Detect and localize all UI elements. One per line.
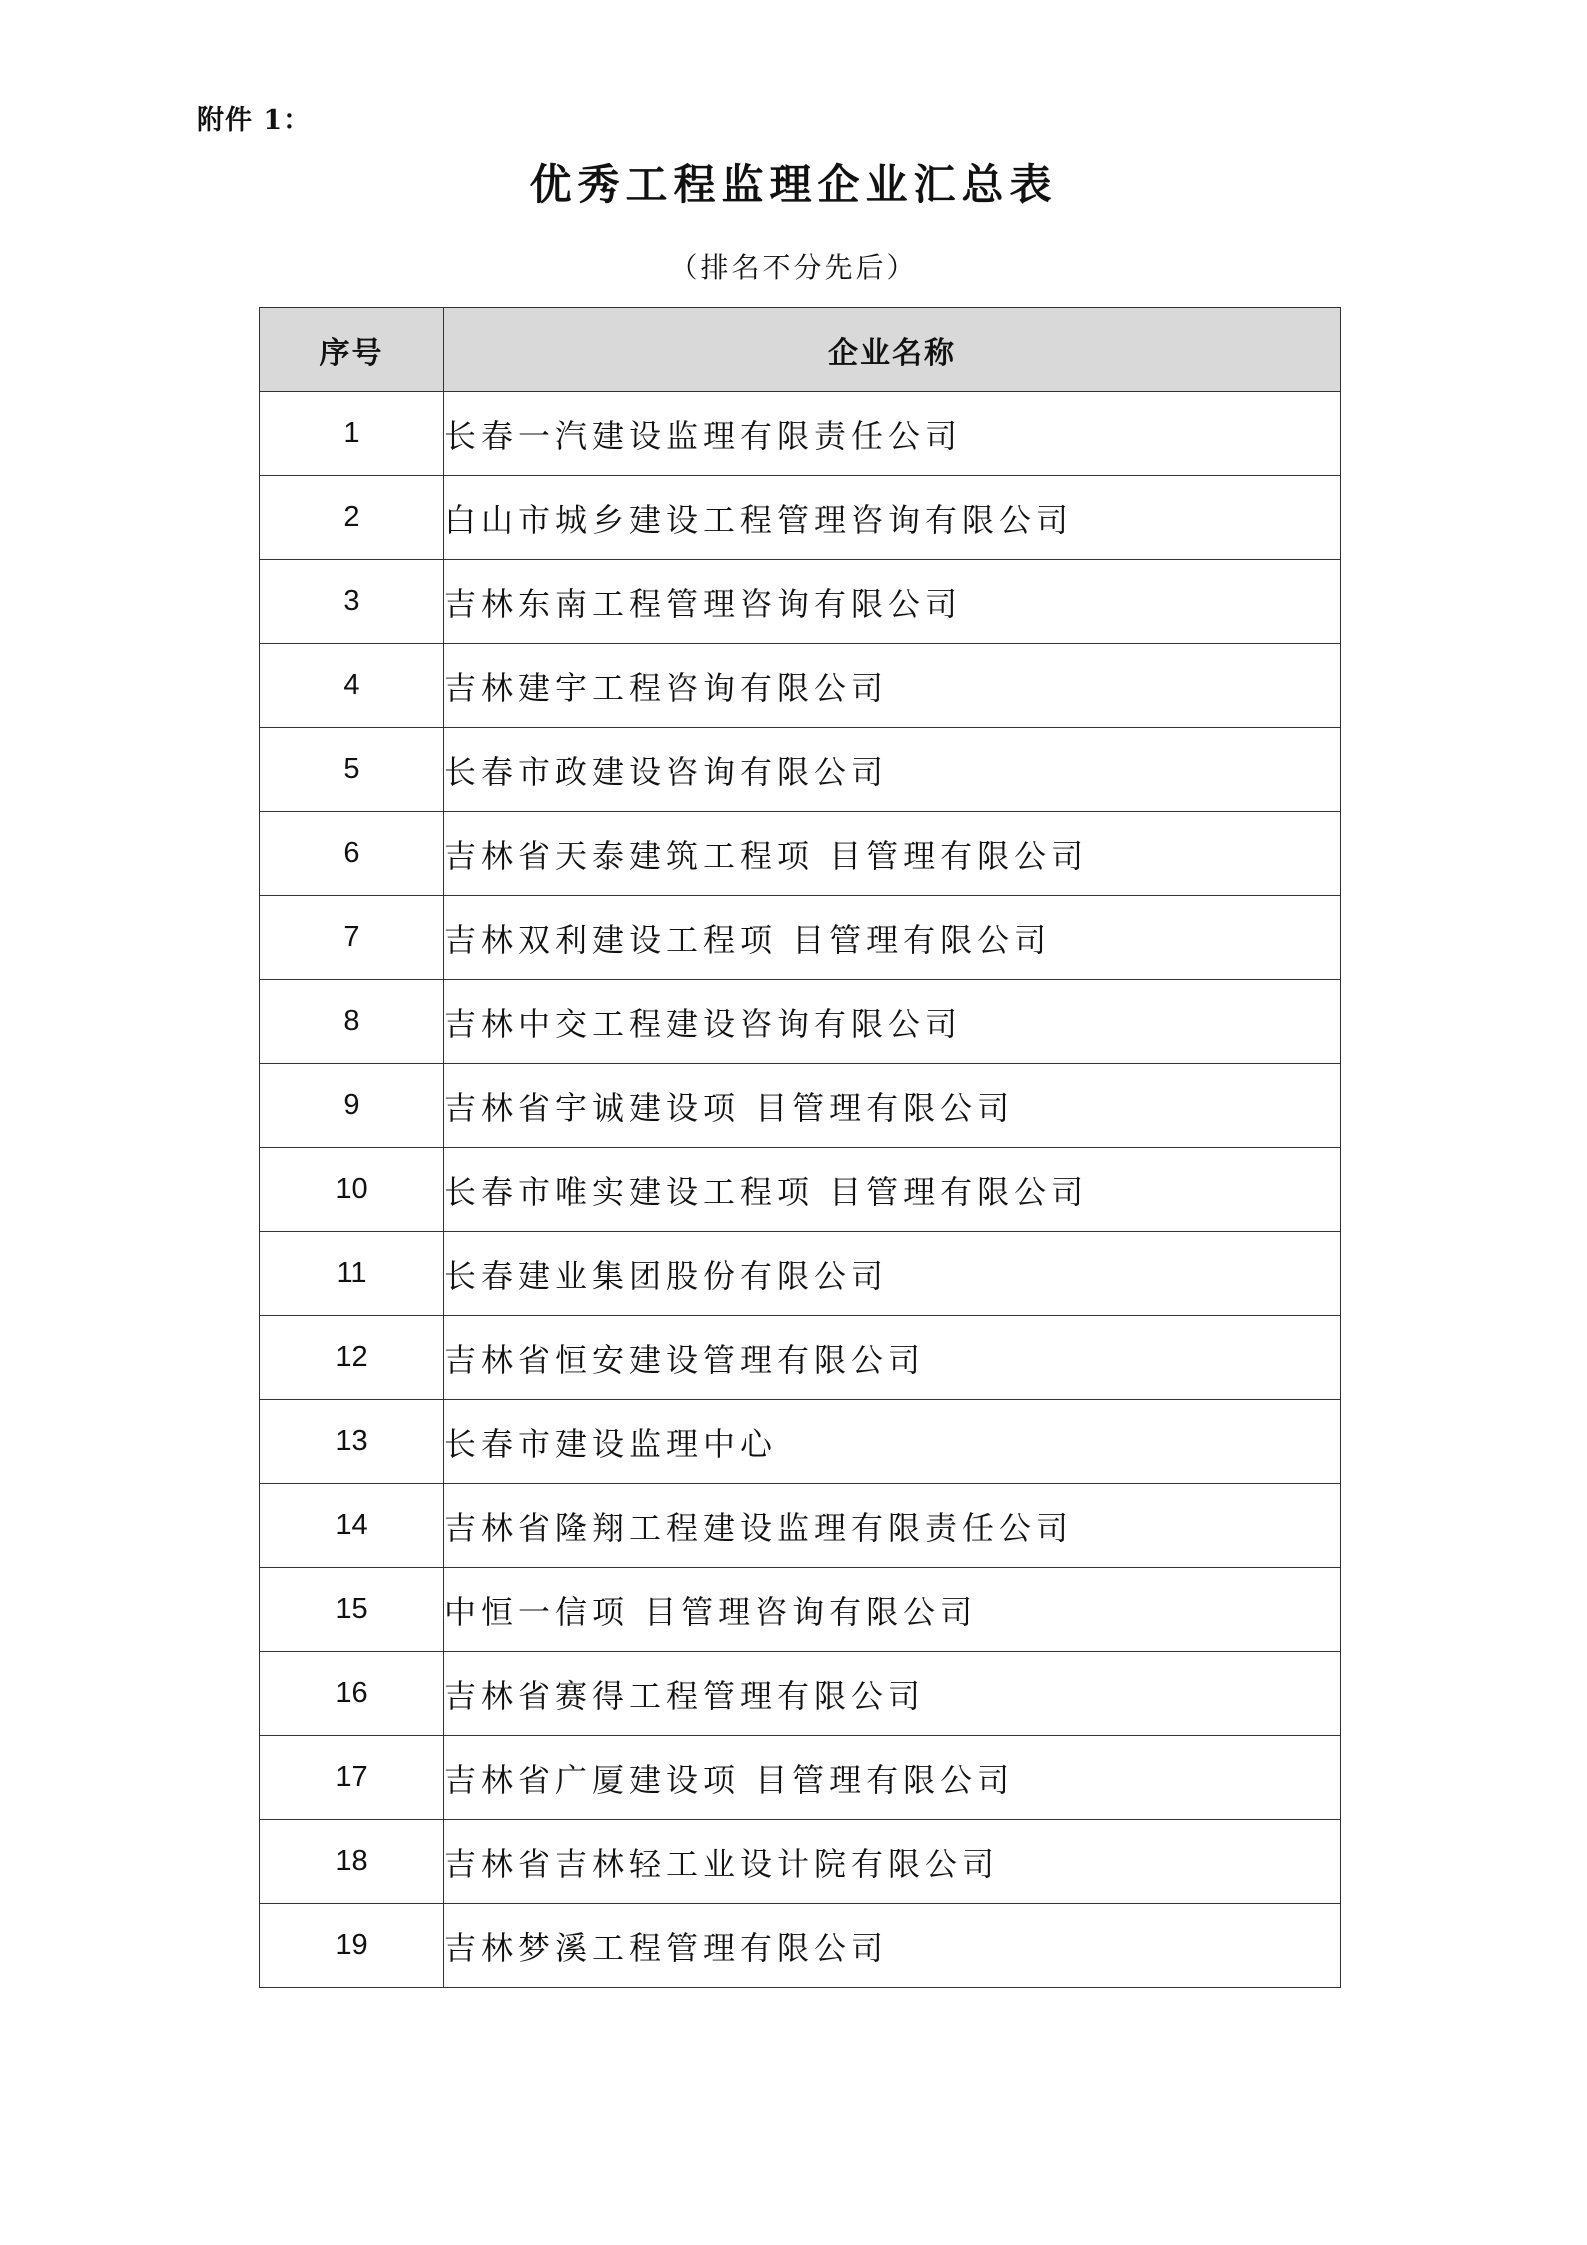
row-seq: 7: [260, 896, 444, 980]
row-seq: 1: [260, 392, 444, 476]
table-header-row: [260, 308, 1341, 392]
company-name: 长春市政建设咨询有限公司: [444, 728, 1341, 812]
company-name: 长春市建设监理中心: [444, 1400, 1341, 1484]
company-name: 吉林中交工程建设咨询有限公司: [444, 980, 1341, 1064]
table-row: [260, 1904, 1341, 1988]
company-name: 长春建业集团股份有限公司: [444, 1232, 1341, 1316]
company-name: 吉林省隆翔工程建设监理有限责任公司: [444, 1484, 1341, 1568]
company-name: 吉林双利建设工程项 目管理有限公司: [444, 896, 1341, 980]
table-row: [260, 980, 1341, 1064]
company-name: 中恒一信项 目管理咨询有限公司: [444, 1568, 1341, 1652]
row-seq: 9: [260, 1064, 444, 1148]
company-name: 吉林省天泰建筑工程项 目管理有限公司: [444, 812, 1341, 896]
attachment-label: 附件 1：: [197, 105, 312, 136]
company-name: 吉林省赛得工程管理有限公司: [444, 1652, 1341, 1736]
row-seq: 17: [260, 1736, 444, 1820]
table-row: [260, 1232, 1341, 1316]
company-name: 吉林省广厦建设项 目管理有限公司: [444, 1736, 1341, 1820]
row-seq: 15: [260, 1568, 444, 1652]
table-row: [260, 392, 1341, 476]
table-row: [260, 1148, 1341, 1232]
page-title: 优秀工程监理企业汇总表: [529, 160, 1058, 209]
row-seq: 2: [260, 476, 444, 560]
company-name: 长春市唯实建设工程项 目管理有限公司: [444, 1148, 1341, 1232]
company-name: 吉林东南工程管理咨询有限公司: [444, 560, 1341, 644]
table-row: [260, 896, 1341, 980]
row-seq: 19: [260, 1904, 444, 1988]
company-name: 吉林省恒安建设管理有限公司: [444, 1316, 1341, 1400]
column-header-name: 企业名称: [444, 308, 1341, 392]
table-row: [260, 1400, 1341, 1484]
company-table: [259, 307, 1341, 1988]
row-seq: 18: [260, 1820, 444, 1904]
table-row: [260, 476, 1341, 560]
row-seq: 12: [260, 1316, 444, 1400]
row-seq: 11: [260, 1232, 444, 1316]
column-header-seq: 序号: [260, 308, 444, 392]
row-seq: 5: [260, 728, 444, 812]
company-name: 吉林省宇诚建设项 目管理有限公司: [444, 1064, 1341, 1148]
row-seq: 13: [260, 1400, 444, 1484]
company-name: 长春一汽建设监理有限责任公司: [444, 392, 1341, 476]
row-seq: 16: [260, 1652, 444, 1736]
company-name: 吉林梦溪工程管理有限公司: [444, 1904, 1341, 1988]
company-name: 吉林省吉林轻工业设计院有限公司: [444, 1820, 1341, 1904]
company-name: 吉林建宇工程咨询有限公司: [444, 644, 1341, 728]
row-seq: 6: [260, 812, 444, 896]
row-seq: 3: [260, 560, 444, 644]
table-row: [260, 1652, 1341, 1736]
page-subtitle: （排名不分先后）: [669, 251, 918, 284]
table-row: [260, 1736, 1341, 1820]
row-seq: 10: [260, 1148, 444, 1232]
row-seq: 8: [260, 980, 444, 1064]
table-row: [260, 1064, 1341, 1148]
company-name: 白山市城乡建设工程管理咨询有限公司: [444, 476, 1341, 560]
table-row: [260, 812, 1341, 896]
table-row: [260, 1484, 1341, 1568]
table-row: [260, 1568, 1341, 1652]
table-row: [260, 1820, 1341, 1904]
table-row: [260, 1316, 1341, 1400]
table-row: [260, 560, 1341, 644]
row-seq: 4: [260, 644, 444, 728]
table-row: [260, 728, 1341, 812]
row-seq: 14: [260, 1484, 444, 1568]
table-row: [260, 644, 1341, 728]
